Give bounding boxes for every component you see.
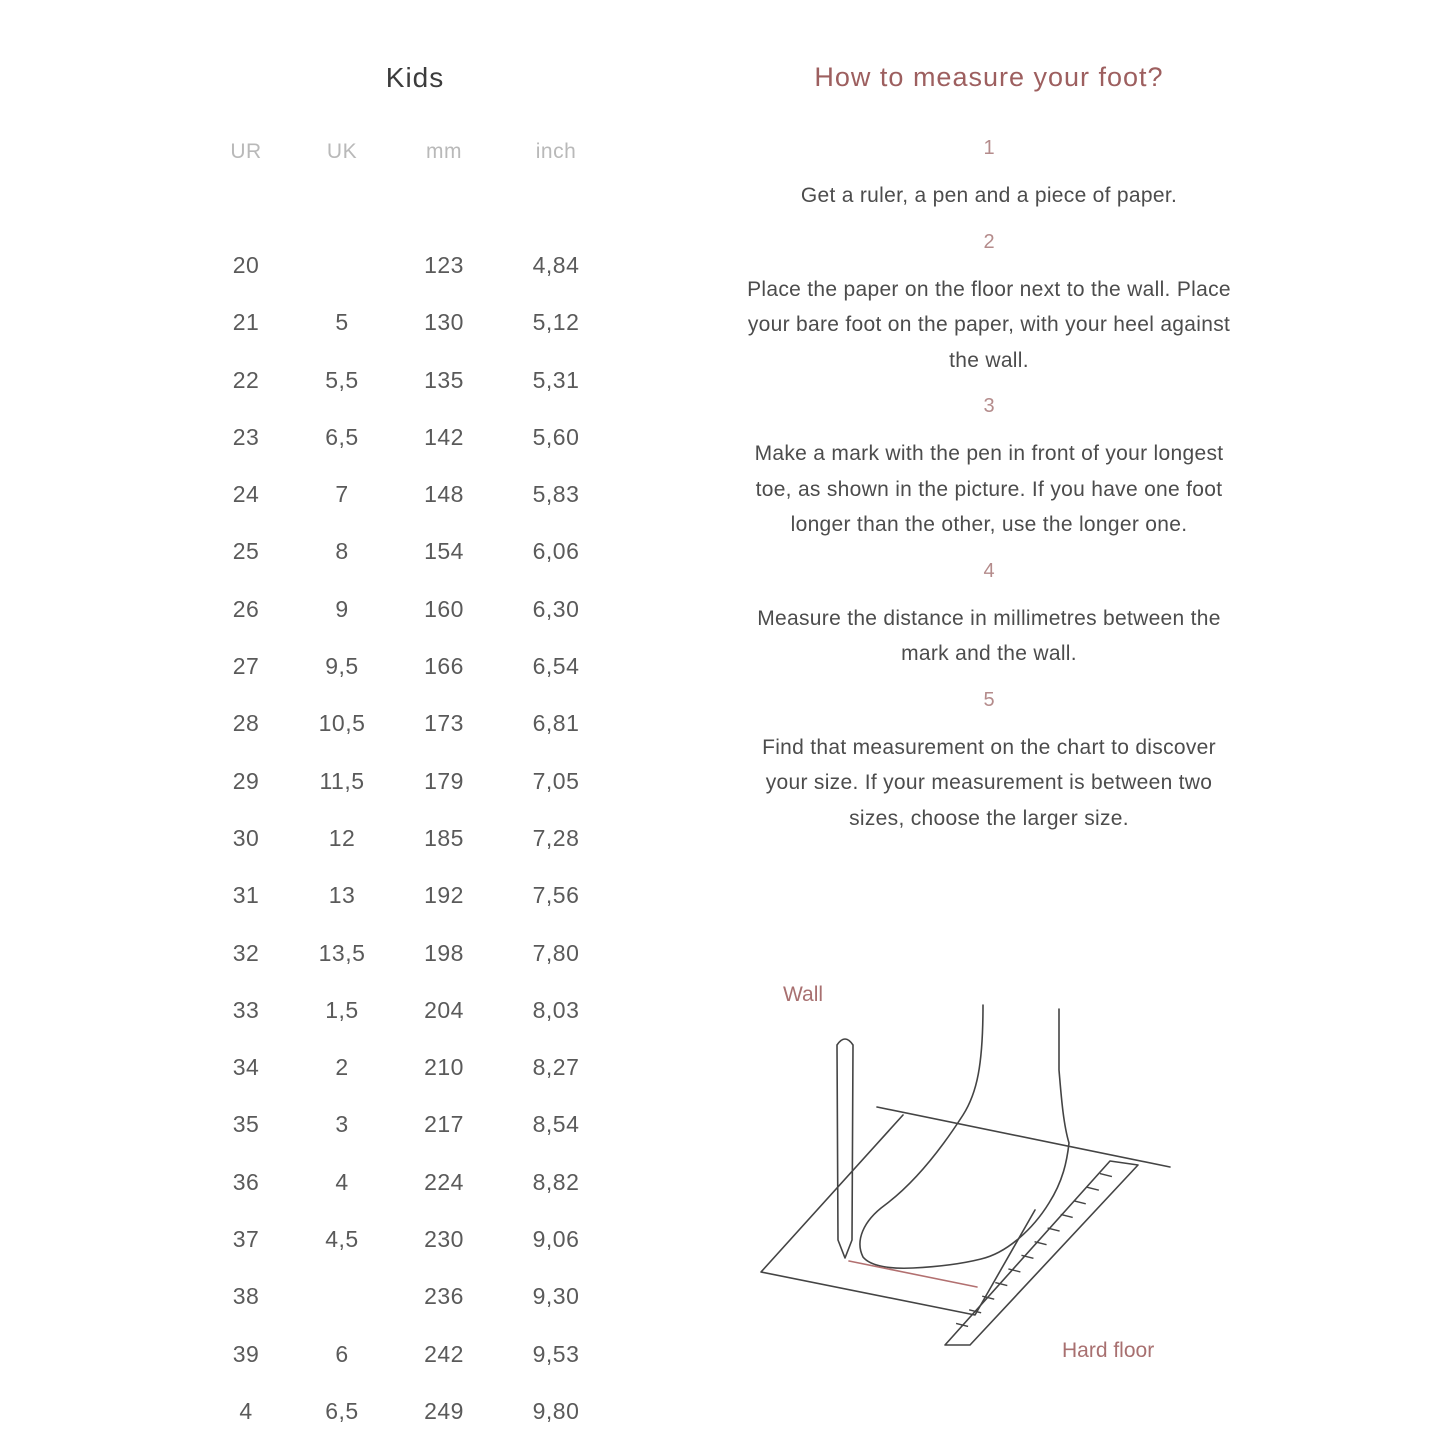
cell-mm: 249 (424, 1397, 464, 1424)
floor-label: Hard floor (1062, 1339, 1155, 1362)
cell-ur: 35 (232, 1111, 260, 1138)
ruler-tick (1087, 1187, 1099, 1190)
table-row (200, 295, 620, 393)
ruler-ticks (956, 1174, 1112, 1327)
cell-mm: 217 (424, 1111, 464, 1138)
kids-title: Kids (385, 62, 445, 93)
cell-uk: 11,5 (319, 767, 365, 794)
cell-mm: 154 (424, 538, 464, 565)
table-body (200, 180, 620, 1424)
step-number: 5 (983, 688, 995, 711)
cell-inch: 7,28 (532, 824, 580, 851)
cell-inch: 9,30 (532, 1283, 580, 1310)
measure-title: How to measure your foot? (814, 62, 1164, 92)
table-row (200, 1097, 620, 1195)
measure-instructions (745, 62, 1233, 853)
cell-uk: 7 (335, 481, 349, 508)
cell-uk: 9 (335, 595, 349, 622)
cell-ur: 29 (232, 767, 260, 794)
cell-inch: 5,12 (532, 309, 580, 336)
cell-mm: 185 (424, 824, 464, 851)
ruler-tick (1074, 1201, 1086, 1204)
cell-uk: 10,5 (318, 710, 366, 737)
cell-uk: 5,5 (325, 366, 359, 393)
table-row (200, 409, 620, 508)
table-row (200, 1039, 620, 1138)
ruler-tick (1100, 1174, 1112, 1177)
cell-ur: 30 (232, 824, 260, 851)
size-chart-table (200, 130, 620, 1424)
step-number: 4 (983, 559, 995, 582)
cell-mm: 130 (424, 309, 464, 336)
cell-inch: 8,82 (532, 1168, 580, 1195)
table-row (200, 638, 620, 737)
step-text: Make a mark with the pen in front of your longest toe, as shown in the picture. If you have one foot longer than the other, use the longer one. (754, 442, 1224, 536)
table-row (200, 1326, 620, 1424)
cell-mm: 230 (424, 1226, 464, 1253)
step-number: 1 (983, 137, 995, 159)
cell-uk: 4 (335, 1168, 349, 1195)
cell-ur: 37 (232, 1226, 260, 1253)
cell-ur: 22 (232, 366, 260, 393)
step-text: Measure the distance in millimetres between the mark and the wall. (757, 606, 1221, 665)
step-number: 3 (983, 395, 995, 417)
table-row (200, 696, 620, 794)
cell-inch: 6,06 (532, 538, 580, 565)
header-ur: UR (230, 140, 262, 163)
foot-outline (860, 1005, 1069, 1268)
table-row (200, 753, 620, 851)
cell-inch: 8,03 (532, 996, 580, 1023)
cell-inch: 7,56 (532, 882, 580, 909)
cell-uk: 2 (335, 1054, 349, 1081)
cell-mm: 142 (424, 423, 464, 450)
ruler-tick (1061, 1214, 1073, 1217)
cell-ur: 32 (232, 939, 260, 966)
cell-ur: 28 (232, 710, 260, 737)
cell-inch: 8,54 (532, 1111, 580, 1138)
cell-inch: 7,05 (532, 767, 580, 794)
steps-list (745, 137, 1233, 836)
cell-uk: 6,5 (325, 1397, 359, 1424)
wall-line (877, 1107, 1170, 1167)
cell-uk: 12 (328, 824, 356, 851)
step-text: Find that measurement on the chart to discover your size. If your measurement is between two sizes, choose the larger size. (762, 735, 1216, 830)
pencil-outline (837, 1039, 853, 1258)
cell-mm: 160 (424, 595, 464, 622)
header-mm: mm (426, 140, 462, 163)
foot-drawing (745, 975, 1205, 1395)
step-text: Get a ruler, a pen and a piece of paper. (800, 184, 1178, 207)
table-row (200, 180, 620, 278)
cell-uk: 13,5 (318, 939, 366, 966)
table-row (200, 1154, 620, 1253)
cell-ur: 23 (232, 423, 260, 450)
cell-inch: 6,81 (532, 710, 580, 737)
cell-ur: 36 (232, 1168, 260, 1195)
cell-inch: 6,54 (532, 653, 580, 680)
cell-ur: 38 (232, 1283, 260, 1310)
cell-inch: 5,60 (532, 423, 580, 450)
cell-ur: 21 (232, 309, 260, 336)
cell-uk: 6,5 (325, 423, 359, 450)
cell-inch: 5,83 (532, 481, 580, 508)
toe-mark-line (849, 1261, 977, 1287)
cell-inch: 8,27 (532, 1054, 580, 1081)
cell-ur: 20 (232, 252, 260, 278)
cell-uk: 4,5 (325, 1226, 359, 1253)
cell-ur: 26 (232, 595, 260, 622)
table-header (200, 130, 620, 180)
foot-measure-illustration (745, 975, 1205, 1395)
cell-mm: 123 (424, 252, 464, 278)
cell-mm: 204 (424, 996, 464, 1023)
table-row (200, 1211, 620, 1310)
cell-uk: 1,5 (325, 996, 359, 1023)
cell-ur: 4 (239, 1397, 253, 1424)
table-row (200, 1269, 620, 1367)
cell-mm: 148 (424, 481, 464, 508)
header-uk: UK (326, 140, 358, 163)
table-row (200, 982, 620, 1081)
table-row (200, 237, 620, 336)
paper-outline (761, 1115, 1035, 1315)
step-number: 2 (983, 230, 995, 253)
cell-mm: 173 (424, 710, 464, 737)
cell-uk: 5 (335, 309, 349, 336)
cell-mm: 198 (424, 939, 464, 966)
wall-label: Wall (783, 983, 824, 1006)
cell-mm: 242 (424, 1340, 464, 1367)
header-inch: inch (535, 140, 577, 163)
cell-mm: 192 (424, 882, 464, 909)
cell-uk: 9,5 (325, 653, 359, 680)
table-row (200, 581, 620, 680)
cell-inch: 9,80 (532, 1397, 580, 1424)
cell-inch: 4,84 (532, 252, 580, 278)
cell-inch: 9,53 (532, 1340, 580, 1367)
cell-mm: 210 (424, 1054, 464, 1081)
table-row (200, 466, 620, 565)
cell-ur: 34 (232, 1054, 260, 1081)
cell-inch: 7,80 (532, 939, 580, 966)
cell-ur: 24 (232, 481, 260, 508)
step-text: Place the paper on the floor next to the wall. Place your bare foot on the paper, with your heel against the wall. (747, 277, 1231, 372)
cell-ur: 33 (232, 996, 260, 1023)
table-row (200, 524, 620, 622)
cell-inch: 9,06 (532, 1226, 580, 1253)
cell-ur: 25 (232, 538, 260, 565)
cell-uk: 8 (335, 538, 349, 565)
ruler-outline (945, 1161, 1138, 1345)
table-row (200, 810, 620, 909)
cell-ur: 27 (232, 653, 260, 680)
cell-mm: 135 (424, 366, 464, 393)
cell-inch: 5,31 (532, 366, 580, 393)
cell-mm: 166 (424, 653, 464, 680)
table-row (200, 868, 620, 966)
cell-inch: 6,30 (532, 595, 580, 622)
cell-uk: 6 (335, 1340, 349, 1367)
cell-mm: 179 (424, 767, 464, 794)
cell-ur: 31 (232, 882, 260, 909)
cell-mm: 236 (424, 1283, 464, 1310)
cell-ur: 39 (232, 1340, 260, 1367)
cell-uk: 13 (328, 882, 356, 909)
cell-mm: 224 (424, 1168, 464, 1195)
table-row (200, 352, 620, 450)
cell-uk: 3 (335, 1111, 349, 1138)
table-row (200, 925, 620, 1023)
